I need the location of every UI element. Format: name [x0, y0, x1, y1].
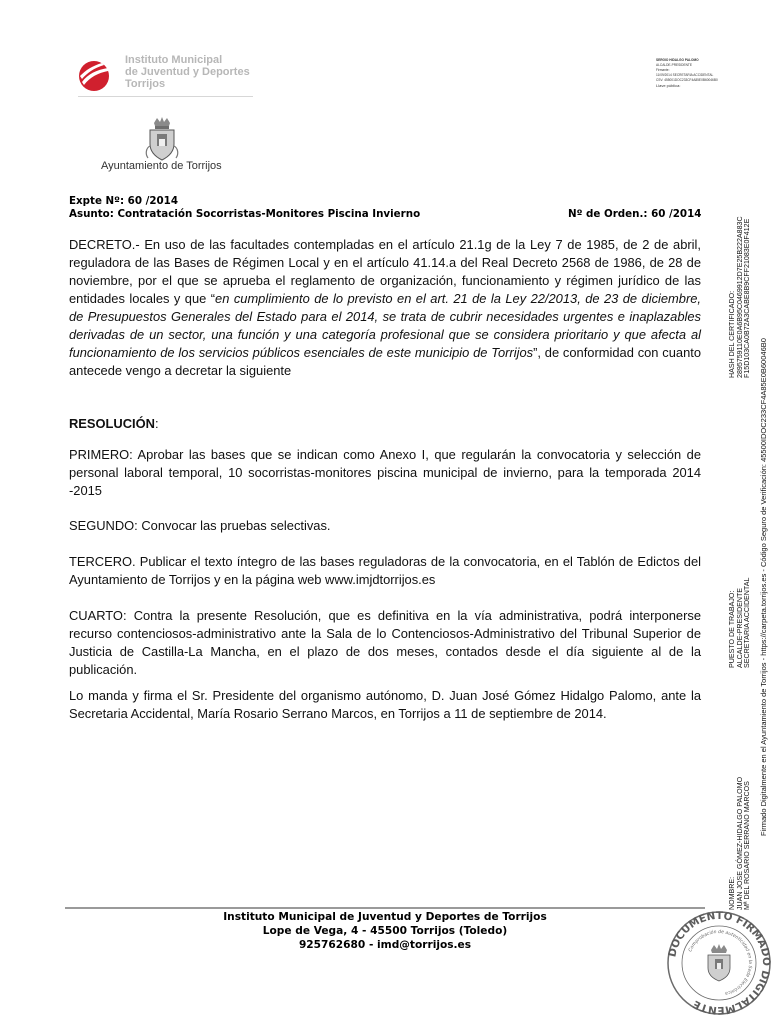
puesto-line-1: ALCALDE-PRESIDENTE: [735, 587, 744, 668]
resolucion-colon: :: [154, 416, 159, 431]
imjd-logo: [78, 54, 253, 100]
sigbox-line-5: CSV: 455001DOC233CF4A85E0B60046B0: [656, 78, 718, 82]
ayuntamiento-name: Ayuntamiento de Torrijos: [101, 160, 222, 172]
hash-line-1: 2895759110E0A6B95C0469912D7E25B222A883C: [735, 216, 744, 378]
digital-signature-verification[interactable]: Firmado Digitalmente en el Ayuntamiento de Torrijos - https://carpeta.torrijos.es - Código Seguro de Verificación: 45500IDOC233CF4A85E0B60046B0: [759, 338, 768, 836]
stamp-inner-textpath: Comprobación de autenticidad en la Sede Electrónica: [688, 929, 753, 996]
cuarto-paragraph: CUARTO: Contra la presente Resolución, que es definitiva en la vía administrativa, podrá interponerse recurso contenciosos-administrativo ante la Sala de lo Contenciosos-Administrativo del Tribunal Superior de Justicia de Castilla-La Mancha, en el plazo de dos meses, contados desde el día siguiente al de la publicación.: [69, 608, 701, 677]
coat-of-arms-icon: [142, 116, 182, 162]
decreto-intro: DECRETO.- En uso de las facultades contempladas en el artículo 21.1g de la Ley 7 de 1985, de 2 de abril, reguladora de las Bases de Régimen Local y en el artículo 41.14.a del Real Decreto 2568 de 1986, de 28 de noviembre, por el que se aprueba el reglamento de organización, funcionamiento y régimen jurídico de las entidades locales y que “: [69, 237, 701, 306]
logo-divider: [78, 96, 253, 97]
segundo-paragraph: SEGUNDO: Convocar las pruebas selectivas.: [69, 518, 331, 533]
primero-paragraph: PRIMERO: Aprobar las bases que se indican como Anexo I, que regularán la convocatoria y selección de personal laboral temporal, 10 socorristas-monitores piscina municipal de invierno, para la temporada 2014 -2015: [69, 447, 701, 498]
nombre-label: NOMBRE:: [728, 876, 736, 910]
sigbox-line-4: 11/09/2014 SECRETARIA ACCIDENTAL: [656, 73, 714, 77]
sigbox-line-1: SERGIO HIDALGO PALOMO: [656, 58, 699, 62]
logo-line-2: de Juventud y Deportes: [125, 66, 250, 78]
footer-contact[interactable]: 925762680 - imd@torrijos.es: [298, 939, 472, 951]
resolucion-label: RESOLUCIÓN: [69, 416, 155, 431]
orden-number: Nº de Orden.: 60 /2014: [568, 208, 702, 220]
puesto-label: PUESTO DE TRABAJO:: [728, 590, 736, 668]
footer-address: Lope de Vega, 4 - 45500 Torrijos (Toledo): [262, 925, 508, 937]
nombre-line-1: JUAN JOSE GÓMEZ-HIDALGO PALOMO: [735, 776, 744, 910]
decreto-outro: ”, de conformidad con cuanto antecede vengo a decretar la siguiente: [69, 345, 701, 378]
puesto-line-2: SECRETARIA ACCIDENTAL: [743, 577, 752, 668]
nombre-block: [729, 777, 752, 910]
sigbox-line-6: Llave pública:: [656, 83, 681, 88]
decreto-paragraph: [69, 236, 701, 380]
decreto-quote: en cumplimiento de lo previsto en el art. 21 de la Ley 22/2013, de 23 de diciembre, de Presupuestos Generales del Estado para el 2014, se trata de cubrir necesidades urgentes e inaplazables derivadas de un sector, una función y una categoría profesional que se considera prioritario y que afecta al funcionamiento de los servicios públicos esenciales de este municipio de Torrijos: [69, 291, 702, 360]
puesto-block: [729, 578, 752, 668]
sigbox-line-3: Firmante:: [656, 68, 670, 72]
hash-line-2: F15D103CA0B72A3CABE8B9CFF21083E0F412E: [743, 218, 752, 378]
sigbox-line-2: ALCALDE-PRESIDENTE: [656, 63, 692, 67]
imjd-logo-icon: [78, 60, 110, 92]
asunto-line: Asunto: Contratación Socorristas-Monitores Piscina Invierno: [69, 208, 421, 220]
hash-label: HASH DEL CERTIFICADO:: [728, 290, 736, 378]
digital-signature-stamp: [666, 910, 772, 1016]
imjd-logo-text: [125, 54, 250, 90]
logo-line-3: Torrijos: [125, 78, 166, 90]
signature-info-box: [656, 58, 718, 88]
resolucion-heading: [69, 415, 701, 433]
footer-institution: Instituto Municipal de Juventud y Deportes de Torrijos: [223, 911, 547, 923]
stamp-outer-textpath: DOCUMENTO FIRMADO DIGITALMENTE: [666, 910, 772, 1016]
certificate-hash-block: [729, 216, 752, 378]
tercero-paragraph: TERCERO. Publicar el texto íntegro de las bases reguladoras de la convocatoria, en el Tablón de Edictos del Ayuntamiento de Torrijos y en la página web www.imjdtorrijos.es: [69, 554, 701, 587]
nombre-line-2: Mª DEL ROSARIO SERRANO MARCOS: [743, 781, 752, 910]
footer-divider: [65, 907, 705, 909]
logo-line-1: Instituto Municipal: [125, 54, 223, 66]
expediente-number: Expte Nº: 60 /2014: [69, 195, 178, 207]
stamp-crest-icon: [708, 944, 730, 981]
firma-paragraph: Lo manda y firma el Sr. Presidente del organismo autónomo, D. Juan José Gómez Hidalgo Palomo, ante la Secretaria Accidental, María Rosario Serrano Marcos, en Torrijos a 11 de septiembre de 2014.: [69, 688, 701, 721]
